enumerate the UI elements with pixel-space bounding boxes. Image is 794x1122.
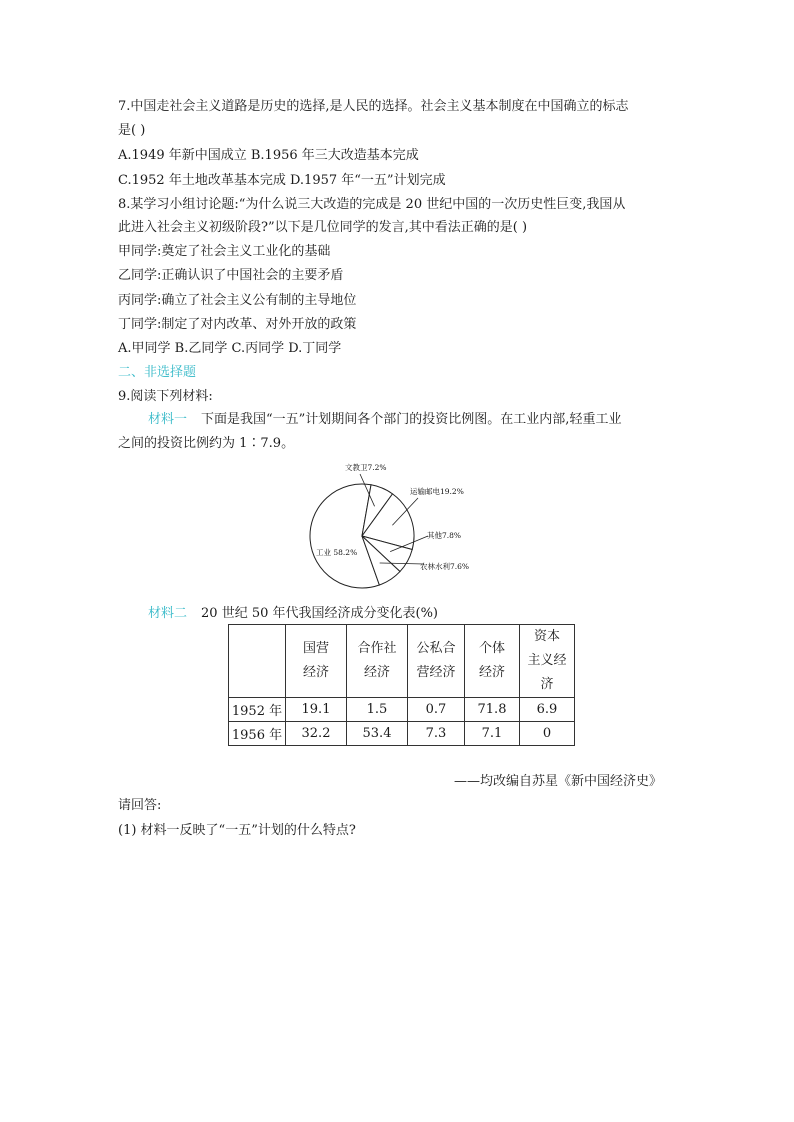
table-row	[229, 722, 575, 746]
table-cell: 53.4	[347, 722, 408, 746]
table-cell: 1.5	[347, 698, 408, 722]
table-header-cell	[465, 625, 520, 698]
table-header-cell	[286, 625, 347, 698]
table-cell: 7.3	[408, 722, 465, 746]
q7-options-line2: C.1952 年土地改革基本完成 D.1957 年“一五”计划完成	[118, 173, 446, 188]
material2-label: 材料二	[148, 606, 188, 621]
material1-text-2: 之间的投资比例约为 1∶7.9。	[118, 436, 295, 451]
table-cell: 0	[520, 722, 575, 746]
table-cell: 71.8	[465, 698, 520, 722]
q8-bing: 丙同学:确立了社会主义公有制的主导地位	[118, 293, 357, 308]
material2-title: 20 世纪 50 年代我国经济成分变化表(%)	[201, 606, 438, 621]
table-cell: 19.1	[286, 698, 347, 722]
section-heading: 二、非选择题	[118, 365, 197, 380]
pie-slice-label: 农林水利7.6%	[420, 562, 470, 571]
answer-prompt: 请回答:	[118, 798, 162, 813]
q8-jia: 甲同学:奠定了社会主义工业化的基础	[118, 244, 331, 259]
table-cell: 6.9	[520, 698, 575, 722]
table-row	[229, 698, 575, 722]
table-header-cell	[229, 625, 286, 698]
header-text: 国营	[302, 641, 329, 656]
table-cell: 0.7	[408, 698, 465, 722]
table-header-row	[229, 625, 575, 698]
source-citation: ——均改编自苏星《新中国经济史》	[454, 774, 663, 789]
header-text: 经济	[478, 665, 505, 680]
q8-stem-line2: 此进入社会主义初级阶段?”以下是几位同学的发言,其中看法正确的是( )	[118, 220, 528, 235]
material2-line	[148, 605, 438, 623]
q9-sub1: (1) 材料一反映了“一五”计划的什么特点?	[118, 823, 356, 838]
header-text: 资本	[533, 629, 560, 644]
material1-text-1: 下面是我国“一五”计划期间各个部门的投资比例图。在工业内部,轻重工业	[201, 412, 622, 427]
header-text: 经济	[302, 665, 329, 680]
table-cell: 1952 年	[229, 698, 286, 722]
header-text: 个体	[478, 641, 505, 656]
header-text: 经济	[363, 665, 390, 680]
investment-pie-chart	[300, 456, 500, 596]
q7-options-line1: A.1949 年新中国成立 B.1956 年三大改造基本完成	[118, 148, 419, 163]
pie-slice-label: 工业 58.2%	[316, 548, 358, 557]
table-header-cell	[347, 625, 408, 698]
material1-line1	[148, 411, 621, 429]
q8-ding: 丁同学:制定了对内改革、对外开放的政策	[118, 317, 357, 332]
q8-yi: 乙同学:正确认识了中国社会的主要矛盾	[118, 268, 344, 283]
q7-stem-line2: 是( )	[118, 123, 146, 138]
q8-options: A.甲同学 B.乙同学 C.丙同学 D.丁同学	[118, 341, 342, 356]
header-text: 济	[540, 677, 554, 692]
header-text: 公私合	[416, 641, 456, 656]
pie-slice-label: 运输邮电19.2%	[410, 487, 464, 496]
pie-slice-label: 其他7.8%	[427, 531, 462, 540]
table-header-cell	[520, 625, 575, 698]
header-text: 营经济	[416, 665, 456, 680]
pie-slice-label: 文教卫7.2%	[345, 463, 387, 472]
q7-stem-line1: 7.中国走社会主义道路是历史的选择,是人民的选择。社会主义基本制度在中国确立的标志	[118, 99, 629, 114]
table-header-cell	[408, 625, 465, 698]
economy-table	[228, 624, 575, 746]
table-cell: 7.1	[465, 722, 520, 746]
table-cell: 1956 年	[229, 722, 286, 746]
table-cell: 32.2	[286, 722, 347, 746]
material1-label: 材料一	[148, 412, 188, 427]
q8-stem-line1: 8.某学习小组讨论题:“为什么说三大改造的完成是 20 世纪中国的一次历史性巨变,我国从	[118, 197, 626, 212]
header-text: 合作社	[357, 641, 397, 656]
header-text: 主义经	[527, 653, 567, 668]
q9-stem: 9.阅读下列材料:	[118, 389, 213, 404]
